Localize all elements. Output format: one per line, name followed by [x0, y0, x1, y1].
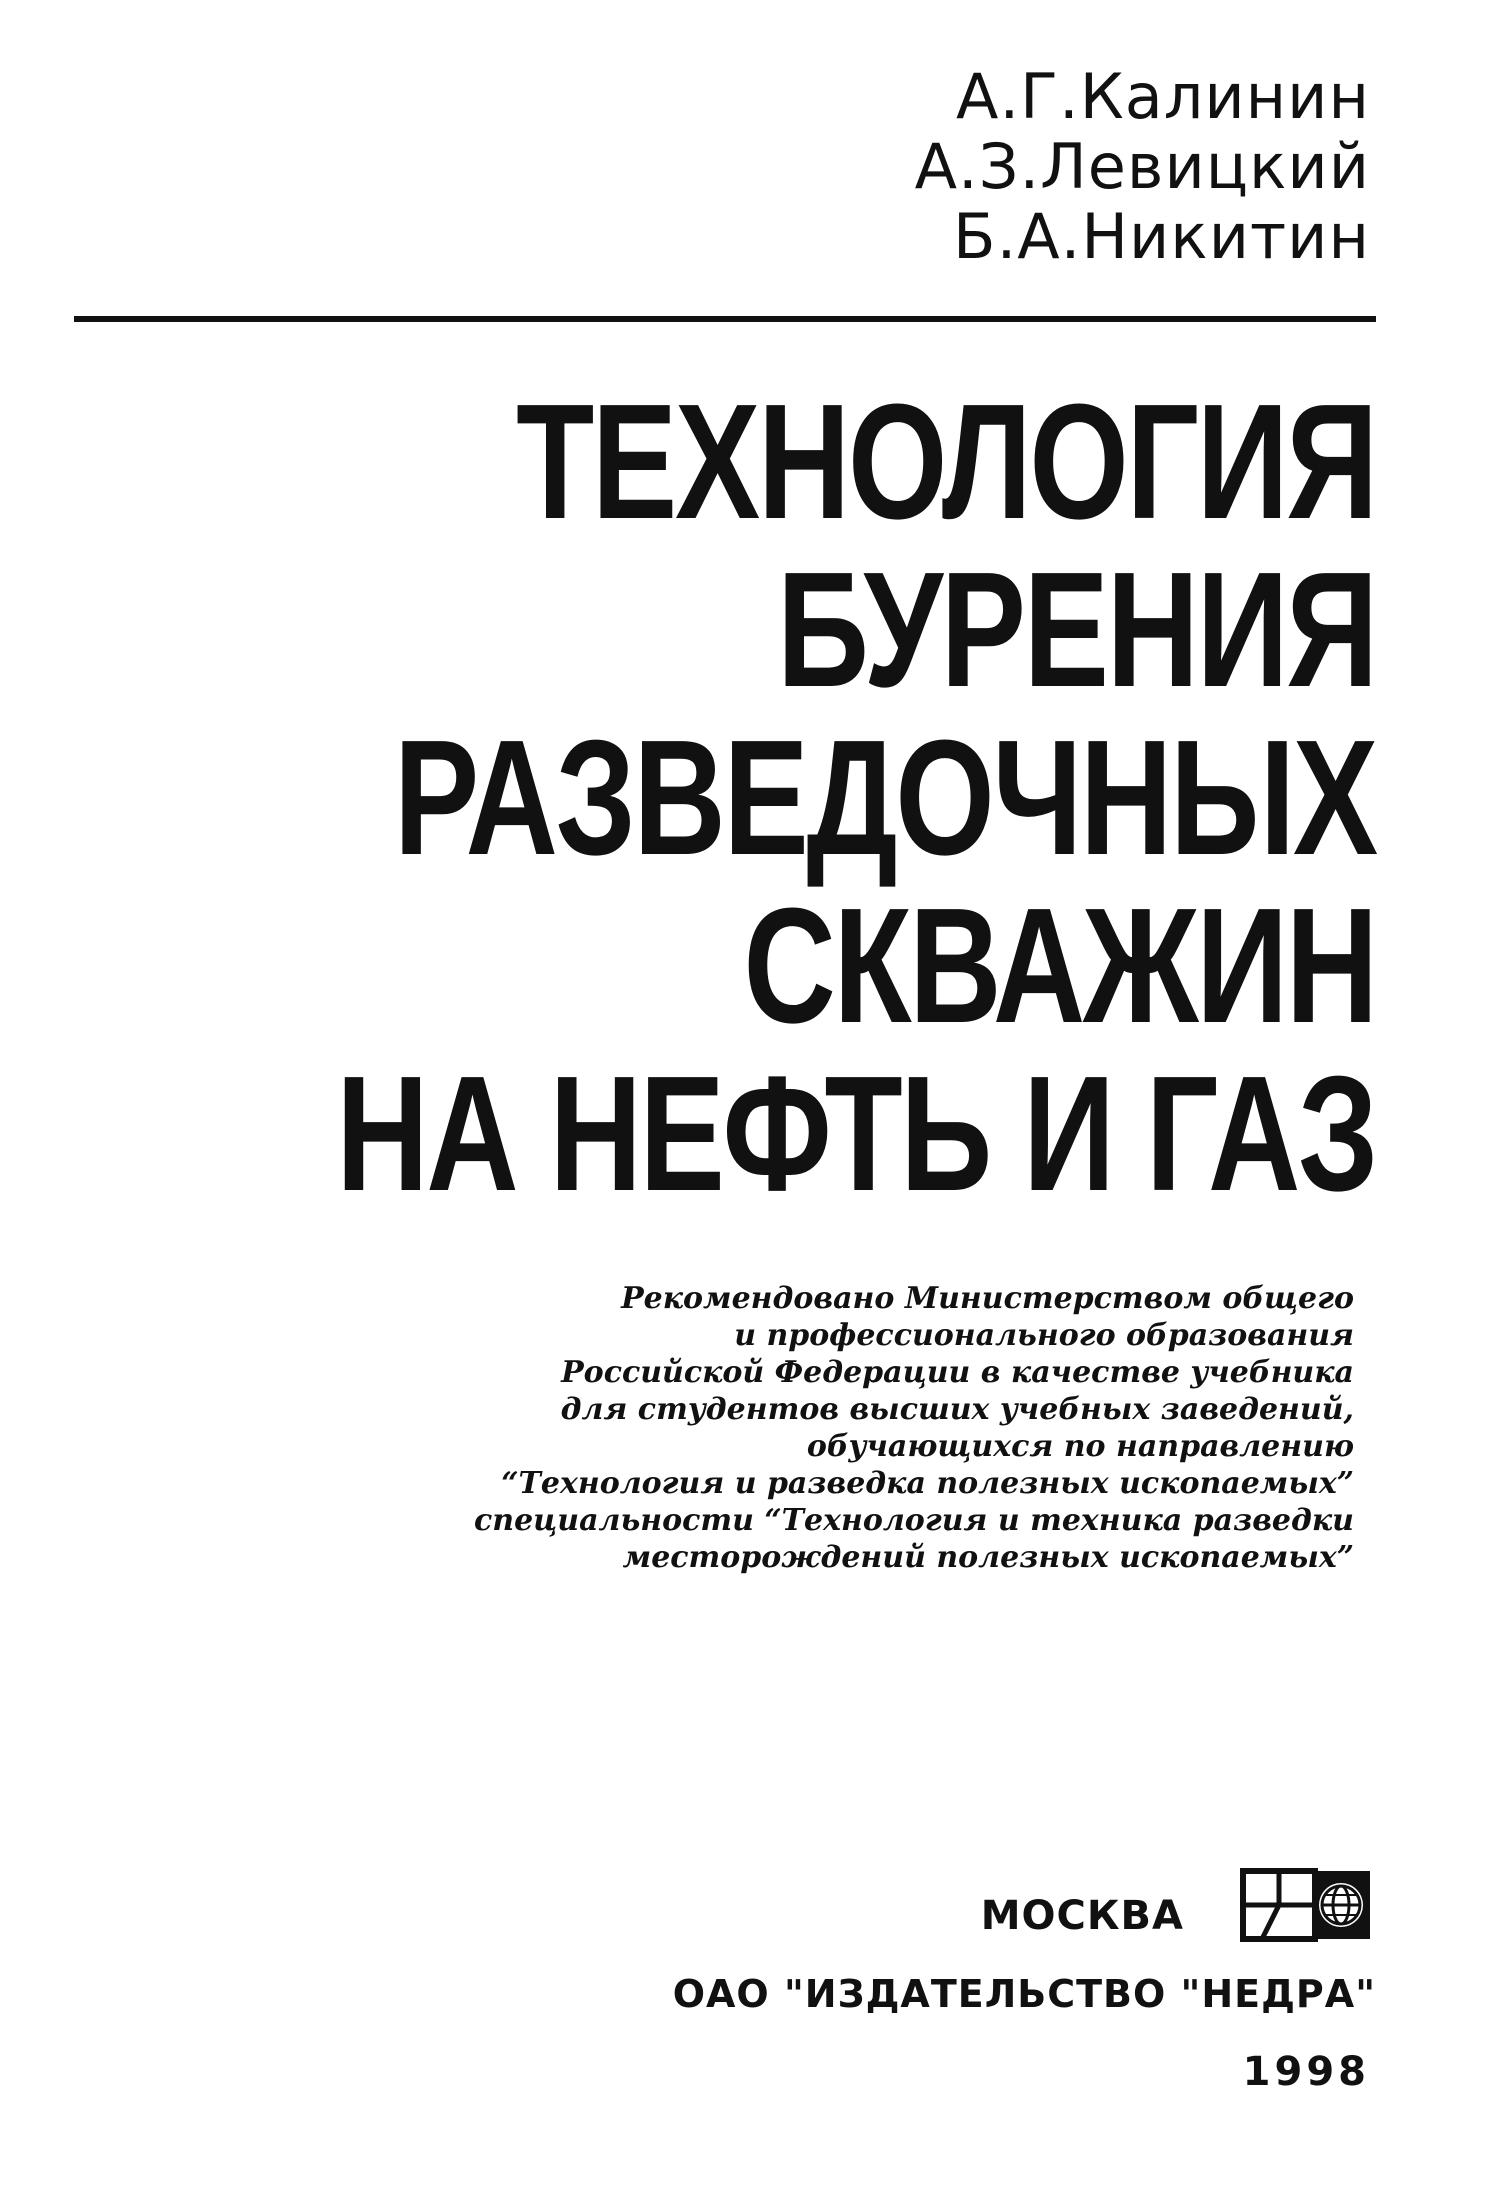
recommendation-line: Рекомендовано Министерством общего [621, 1281, 1354, 1316]
authors-block [915, 62, 1370, 272]
recommendation-line: для студентов высших учебных заведений, [560, 1392, 1354, 1427]
recommendation-line: Российской Федерации в качестве учебника [561, 1355, 1354, 1390]
book-title [336, 370, 1377, 1225]
recommendation-line: “Технология и разведка полезных ископаемых” [501, 1466, 1354, 1501]
recommendation-line: месторождений полезных ископаемых” [622, 1540, 1354, 1575]
author-name: Б.А.Никитин [953, 200, 1370, 273]
recommendation-line: обучающихся по направлению [806, 1429, 1354, 1464]
recommendation-line: и профессионального образования [734, 1318, 1354, 1353]
publication-year: 1998 [1242, 2049, 1370, 2095]
recommendation-note [474, 1280, 1354, 1576]
nedra-logo-icon [1240, 1868, 1374, 1942]
recommendation-line: специальности “Технология и техника разведки [474, 1503, 1354, 1538]
title-line: РАЗВЕДОЧНЫХ [393, 706, 1377, 889]
title-line: БУРЕНИЯ [777, 538, 1376, 721]
divider-rule [74, 316, 1376, 322]
title-line: ТЕХНОЛОГИЯ [516, 370, 1376, 553]
publisher-name: ОАО "ИЗДАТЕЛЬСТВО "НЕДРА" [672, 1972, 1376, 2016]
title-line: СКВАЖИН [743, 874, 1376, 1057]
author-name: А.З.Левицкий [914, 130, 1370, 203]
title-line: НА НЕФТЬ И ГАЗ [336, 1042, 1376, 1225]
author-name: А.Г.Калинин [956, 60, 1370, 133]
publication-city: МОСКВА [980, 1893, 1184, 1939]
